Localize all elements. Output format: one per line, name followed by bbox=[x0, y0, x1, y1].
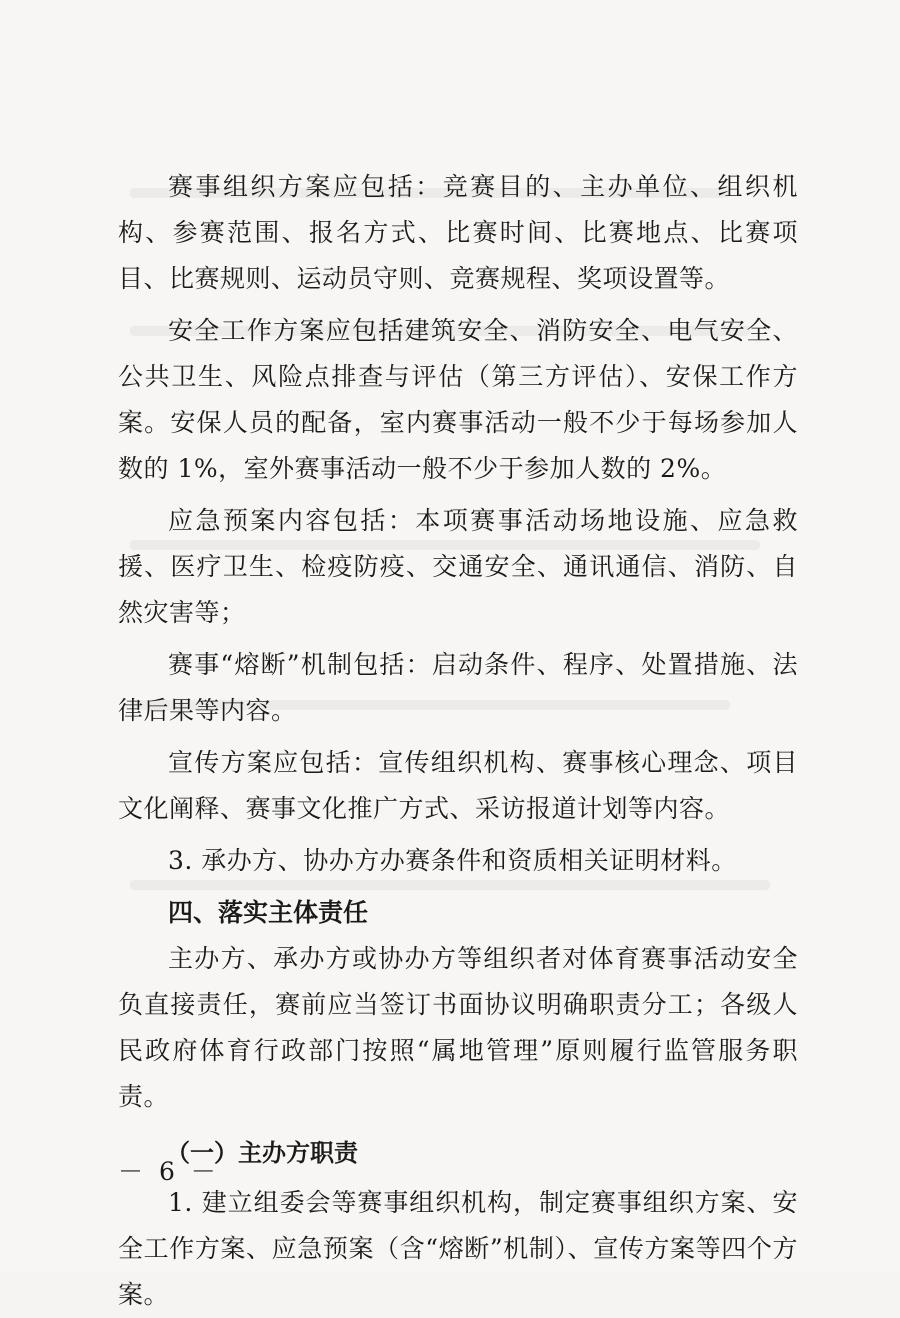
paragraph-responsibility: 主办方、承办方或协办方等组织者对体育赛事活动安全负直接责任，赛前应当签订书面协议明确职责分工；各级人民政府体育行政部门按照“属地管理”原则履行监管服务职责。 bbox=[118, 944, 798, 1111]
paragraph-event-plan: 赛事组织方案应包括：竞赛目的、主办单位、组织机构、参赛范围、报名方式、比赛时间、比赛地点、比赛项目、比赛规则、运动员守则、竞赛规程、奖项设置等。 bbox=[118, 172, 798, 293]
paragraph-qualification: 3. 承办方、协办方办赛条件和资质相关证明材料。 bbox=[168, 846, 737, 875]
page-number: － 6 － bbox=[118, 1157, 220, 1186]
paragraph-publicity-plan: 宣传方案应包括：宣传组织机构、赛事核心理念、项目文化阐释、赛事文化推广方式、采访报道计划等内容。 bbox=[118, 748, 798, 823]
subsection-heading: （一）主办方职责 bbox=[166, 1139, 358, 1167]
document-body bbox=[118, 164, 798, 1318]
section-heading: 四、落实主体责任 bbox=[168, 898, 369, 927]
paragraph-organizer-duty-1: 1. 建立组委会等赛事组织机构，制定赛事组织方案、安全工作方案、应急预案（含“熔断”机制）、宣传方案等四个方案。 bbox=[118, 1188, 798, 1309]
paragraph-safety-plan: 安全工作方案应包括建筑安全、消防安全、电气安全、公共卫生、风险点排查与评估（第三方评估）、安保工作方案。安保人员的配备，室内赛事活动一般不少于每场参加人数的 1%，室外赛事活动一般不少于参加人数的 2%。 bbox=[118, 316, 798, 483]
paragraph-emergency-plan: 应急预案内容包括：本项赛事活动场地设施、应急救援、医疗卫生、检疫防疫、交通安全、通讯通信、消防、自然灾害等； bbox=[118, 506, 798, 627]
paragraph-circuit-breaker: 赛事“熔断”机制包括：启动条件、程序、处置措施、法律后果等内容。 bbox=[118, 650, 798, 725]
